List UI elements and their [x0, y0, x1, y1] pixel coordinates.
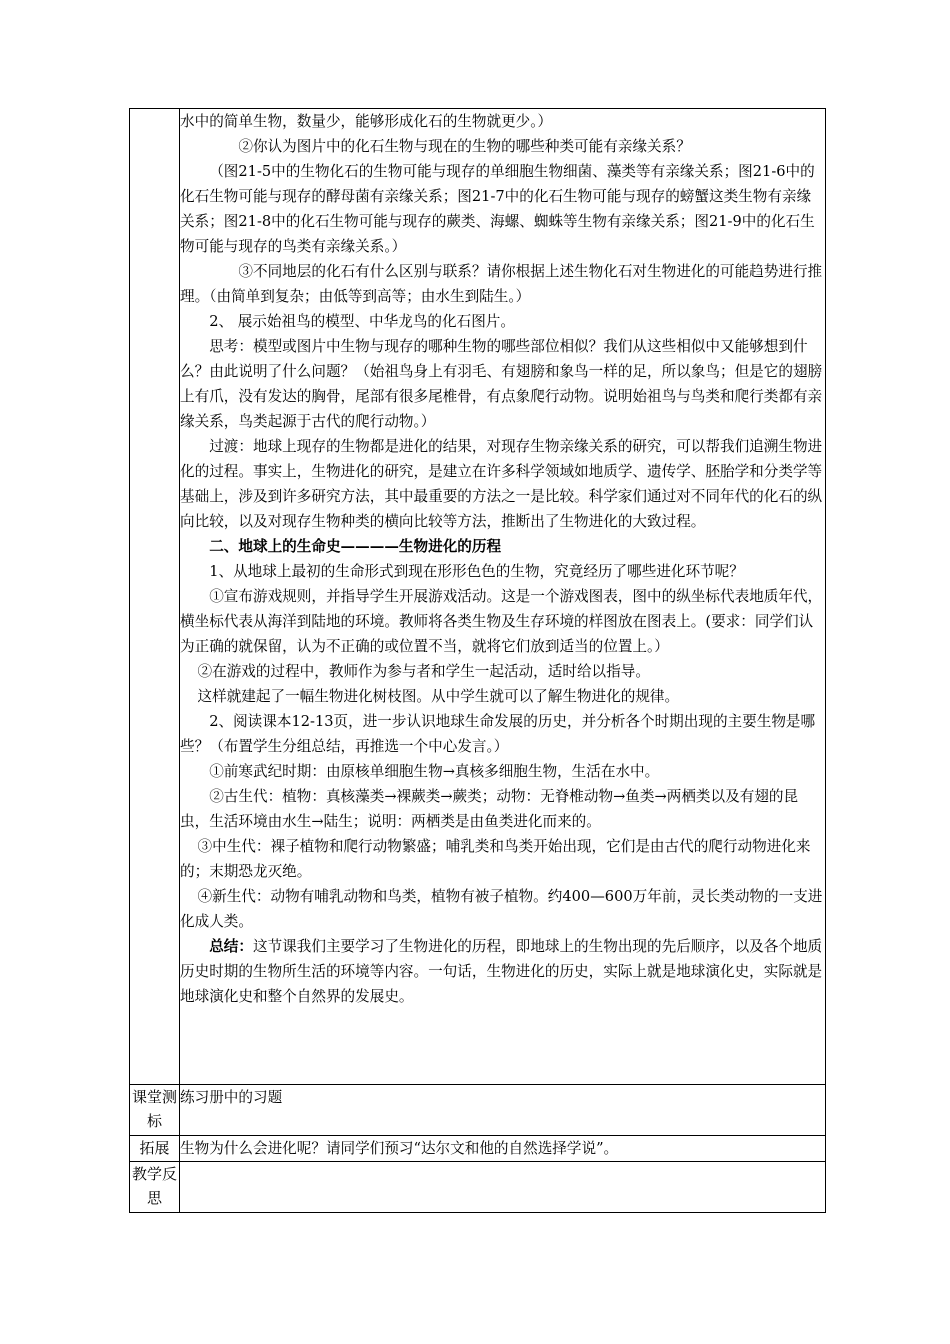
lesson-plan-table: [129, 108, 826, 1213]
extend-label: 拓展: [130, 1136, 180, 1162]
paragraph: 2、阅读课本12-13页，进一步认识地球生命发展的历史，并分析各个时期出现的主要生物是哪些？（布置学生分组总结，再推选一个中心发言。）: [180, 713, 816, 755]
paragraph: ②古生代：植物：真核藻类→裸蕨类→蕨类；动物：无脊椎动物→鱼类→两栖类以及有翅的昆虫，生活环境由水生→陆生；说明：两栖类是由鱼类进化而来的。: [180, 788, 799, 830]
test-text: 练习册中的习题: [180, 1089, 283, 1106]
extend-text: 生物为什么会进化呢？请同学们预习“达尔文和他的自然选择学说”。: [180, 1140, 619, 1157]
paragraph: 思考：模型或图片中生物与现存的哪种生物的哪些部位相似？我们从这些相似中又能够想到什么？由此说明了什么问题？（始祖鸟身上有羽毛、有翅膀和象鸟一样的足，所以象鸟；但是它的翅膀上有爪，没有发达的胸骨，尾部有很多尾椎骨，有点象爬行动物。说明始祖鸟与鸟类和爬行类都有亲缘关系，鸟类起源于古代的爬行动物。）: [180, 338, 823, 430]
test-label: 课堂测标: [130, 1085, 180, 1136]
paragraph: 2、 展示始祖鸟的模型、中华龙鸟的化石图片。: [209, 313, 515, 330]
paragraph: （图21-5中的生物化石的生物可能与现存的单细胞生物细菌、藻类等有亲缘关系；图21-6中的化石生物可能与现存的酵母菌有亲缘关系；图21-7中的化石生物可能与现存的螃蟹这类生物有亲缘关系；图21-8中的化石生物可能与现存的蕨类、海螺、蜘蛛等生物有亲缘关系；图21-9中的化石生物可能与现存的鸟类有亲缘关系。）: [180, 163, 815, 255]
paragraph: ③不同地层的化石有什么区别与联系？请你根据上述生物化石对生物进化的可能趋势进行推理。（由简单到复杂；由低等到高等；由水生到陆生。）: [180, 263, 823, 305]
process-label-cell: [130, 109, 180, 1085]
reflect-row: [130, 1162, 826, 1213]
paragraph: ②你认为图片中的化石生物与现在的生物的哪些种类可能有亲缘关系？: [238, 138, 691, 155]
reflect-content: [180, 1162, 826, 1213]
paragraph: ④新生代：动物有哺乳动物和鸟类，植物有被子植物。约400—600万年前，灵长类动物的一支进化成人类。: [180, 888, 823, 930]
paragraph: ①宣布游戏规则，并指导学生开展游戏活动。这是一个游戏图表，图中的纵坐标代表地质年代，横坐标代表从海洋到陆地的环境。教师将各类生物及生存环境的样图放在图表上。(要求：同学们认为正确的就保留，认为不正确的或位置不当，就将它们放到适当的位置上。）: [180, 588, 823, 655]
extend-content: [180, 1136, 826, 1162]
paragraph: ②在游戏的过程中，教师作为参与者和学生一起活动，适时给以指导。: [197, 663, 650, 680]
section-heading: 二、地球上的生命史————生物进化的历程: [209, 538, 502, 555]
paragraph: 这样就建起了一幅生物进化树枝图。从中学生就可以了解生物进化的规律。: [197, 688, 680, 705]
paragraph: ③中生代：裸子植物和爬行动物繁盛；哺乳类和鸟类开始出现，它们是由古代的爬行动物进化来的；末期恐龙灭绝。: [180, 838, 811, 880]
process-row: [130, 109, 826, 1085]
summary-text: 这节课我们主要学习了生物进化的历程，即地球上的生物出现的先后顺序，以及各个地质历史时期的生物所生活的环境等内容。一句话，生物进化的历史，实际上就是地球演化史，实际就是地球演化史和整个自然界的发展史。: [180, 938, 823, 1005]
test-row: [130, 1085, 826, 1136]
process-content-cell: [180, 109, 826, 1085]
paragraph: 1、从地球上最初的生命形式到现在形形色色的生物，究竟经历了哪些进化环节呢？: [209, 563, 744, 580]
test-content: [180, 1085, 826, 1136]
paragraph: 水中的简单生物，数量少，能够形成化石的生物就更少。）: [180, 113, 553, 130]
reflect-label: 教学反思: [130, 1162, 180, 1213]
extend-row: [130, 1136, 826, 1162]
paragraph: 过渡：地球上现存的生物都是进化的结果，对现存生物亲缘关系的研究，可以帮我们追溯生物进化的过程。事实上，生物进化的研究，是建立在许多科学领域如地质学、遗传学、胚胎学和分类学等基础上，涉及到许多研究方法，其中最重要的方法之一是比较。科学家们通过对不同年代的化石的纵向比较，以及对现存生物种类的横向比较等方法，推断出了生物进化的大致过程。: [180, 438, 823, 530]
summary-label: 总结：: [209, 938, 253, 955]
paragraph: ①前寒武纪时期：由原核单细胞生物→真核多细胞生物，生活在水中。: [209, 763, 660, 780]
summary-paragraph: [180, 934, 825, 1009]
